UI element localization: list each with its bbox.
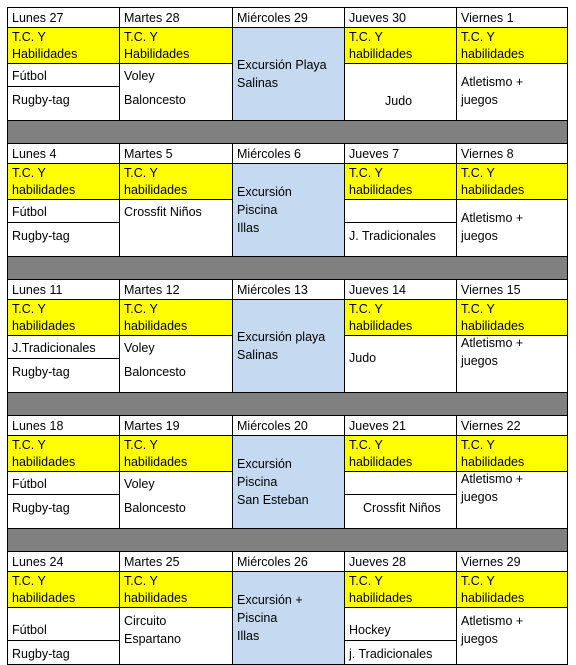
tc-line: T.C. Y [12, 30, 46, 44]
schedule-table [7, 7, 568, 665]
activity-label: Rugby-tag [12, 93, 70, 107]
activity-label: Rugby-tag [12, 647, 70, 661]
activity-label: Atletismo + [461, 472, 524, 486]
day-header: Viernes 15 [457, 280, 567, 300]
day-cell-martes [119, 415, 232, 529]
day-cell-lunes [7, 7, 119, 121]
tc-line: habilidades [349, 183, 413, 197]
excursion-line: Salinas [237, 348, 278, 362]
day-header: Martes 19 [120, 416, 232, 436]
tc-habilidades-cell [457, 28, 567, 64]
day-cell-lunes [7, 279, 119, 393]
day-cell-viernes [456, 415, 568, 529]
activity-cell [457, 200, 567, 256]
day-cell-jueves [344, 7, 456, 121]
tc-habilidades-cell [457, 164, 567, 200]
excursion-line: Piscina [237, 611, 278, 625]
day-cell-miercoles [232, 279, 344, 393]
tc-line: T.C. Y [461, 438, 495, 452]
excursion-line: Excursión + [237, 593, 303, 607]
activity-label: Voley [124, 341, 155, 355]
excursion-line: Piscina [237, 475, 278, 489]
activity-label: Rugby-tag [12, 501, 70, 515]
activity-cell [120, 336, 232, 392]
day-header: Viernes 29 [457, 552, 567, 572]
tc-line: habilidades [461, 591, 525, 605]
tc-line: habilidades [12, 319, 76, 333]
activity-label: juegos [461, 490, 498, 504]
activity-label: juegos [461, 93, 498, 107]
day-header: Miércoles 6 [233, 144, 344, 164]
day-cell-miercoles [232, 7, 344, 121]
tc-line: habilidades [461, 183, 525, 197]
day-cell-viernes [456, 551, 568, 665]
tc-line: habilidades [12, 183, 76, 197]
activity-label: Judo [349, 351, 377, 365]
day-header: Lunes 11 [8, 280, 119, 300]
day-header: Miércoles 29 [233, 8, 344, 28]
tc-line: T.C. Y [124, 302, 158, 316]
activity-cell [120, 472, 232, 528]
tc-line: habilidades [349, 455, 413, 469]
cell-divider [8, 222, 119, 223]
tc-line: T.C. Y [461, 574, 495, 588]
tc-line: Habilidades [124, 47, 190, 61]
tc-line: T.C. Y [349, 438, 383, 452]
activity-cell [345, 200, 456, 256]
day-header: Martes 28 [120, 8, 232, 28]
day-cell-martes [119, 7, 232, 121]
tc-line: habilidades [12, 455, 76, 469]
tc-habilidades-cell [345, 164, 456, 200]
tc-habilidades-cell [345, 436, 456, 472]
day-header: Jueves 14 [345, 280, 456, 300]
day-header: Viernes 1 [457, 8, 567, 28]
excursion-cell [233, 436, 344, 528]
activity-label: Crossfit Niños [363, 501, 441, 515]
day-header: Lunes 24 [8, 552, 119, 572]
activity-cell [345, 472, 456, 528]
day-header: Viernes 8 [457, 144, 567, 164]
activity-cell [8, 200, 119, 256]
tc-line: habilidades [124, 319, 188, 333]
week-block [7, 7, 568, 121]
cell-divider [345, 222, 456, 223]
activity-label: juegos [461, 229, 498, 243]
tc-habilidades-cell [120, 572, 232, 608]
day-header: Martes 25 [120, 552, 232, 572]
tc-line: habilidades [461, 319, 525, 333]
day-cell-miercoles [232, 551, 344, 665]
activity-label: Hockey [349, 623, 391, 637]
excursion-text [237, 328, 325, 364]
week-separator [7, 257, 568, 279]
tc-line: T.C. Y [124, 438, 158, 452]
cell-divider [8, 86, 119, 87]
day-header: Lunes 18 [8, 416, 119, 436]
day-cell-martes [119, 279, 232, 393]
day-cell-lunes [7, 143, 119, 257]
day-cell-jueves [344, 279, 456, 393]
day-header: Martes 5 [120, 144, 232, 164]
excursion-line: Salinas [237, 76, 278, 90]
tc-line: T.C. Y [124, 166, 158, 180]
tc-line: Habilidades [12, 47, 78, 61]
activity-cell [120, 64, 232, 120]
day-header: Viernes 22 [457, 416, 567, 436]
tc-line: T.C. Y [349, 166, 383, 180]
activity-label: Baloncesto [124, 365, 186, 379]
tc-habilidades-cell [120, 436, 232, 472]
day-cell-viernes [456, 279, 568, 393]
activity-cell [120, 608, 232, 664]
activity-label: Voley [124, 69, 155, 83]
tc-line: habilidades [12, 591, 76, 605]
cell-divider [8, 358, 119, 359]
tc-habilidades-cell [8, 300, 119, 336]
tc-habilidades-cell [8, 572, 119, 608]
week-separator [7, 121, 568, 143]
activity-cell [345, 608, 456, 664]
tc-line: T.C. Y [349, 30, 383, 44]
activity-label: Atletismo + [461, 211, 524, 225]
activity-label: Baloncesto [124, 501, 186, 515]
tc-line: habilidades [124, 455, 188, 469]
activity-label: Crossfit Niños [124, 205, 202, 219]
tc-habilidades-cell [8, 436, 119, 472]
excursion-text [237, 183, 292, 237]
day-cell-jueves [344, 143, 456, 257]
activity-label: Atletismo + [461, 614, 524, 628]
excursion-text [237, 56, 327, 92]
tc-habilidades-cell [120, 28, 232, 64]
activity-cell [457, 336, 567, 392]
tc-habilidades-cell [457, 300, 567, 336]
excursion-line: San Esteban [237, 493, 309, 507]
day-cell-jueves [344, 415, 456, 529]
cell-divider [8, 640, 119, 641]
tc-line: T.C. Y [461, 30, 495, 44]
day-cell-viernes [456, 143, 568, 257]
day-cell-jueves [344, 551, 456, 665]
tc-habilidades-cell [345, 300, 456, 336]
tc-line: T.C. Y [124, 574, 158, 588]
tc-habilidades-cell [120, 300, 232, 336]
day-header: Jueves 7 [345, 144, 456, 164]
tc-line: T.C. Y [124, 30, 158, 44]
activity-cell [345, 336, 456, 392]
tc-line: T.C. Y [12, 302, 46, 316]
activity-label: Circuito [124, 614, 167, 628]
day-cell-miercoles [232, 415, 344, 529]
activity-label: Fútbol [12, 69, 47, 83]
excursion-line: Excursión [237, 185, 292, 199]
day-cell-martes [119, 551, 232, 665]
excursion-cell [233, 28, 344, 120]
tc-line: T.C. Y [461, 166, 495, 180]
excursion-line: Piscina [237, 203, 278, 217]
activity-label: Rugby-tag [12, 365, 70, 379]
activity-label: J.Tradicionales [12, 341, 96, 355]
tc-line: T.C. Y [349, 574, 383, 588]
activity-cell [8, 336, 119, 392]
activity-cell [8, 608, 119, 664]
tc-habilidades-cell [345, 28, 456, 64]
tc-line: habilidades [349, 319, 413, 333]
cell-divider [345, 494, 456, 495]
activity-label: Fútbol [12, 205, 47, 219]
excursion-cell [233, 572, 344, 664]
excursion-line: Illas [237, 629, 260, 643]
day-header: Jueves 28 [345, 552, 456, 572]
tc-line: T.C. Y [461, 302, 495, 316]
tc-line: T.C. Y [12, 166, 46, 180]
activity-cell [120, 200, 232, 256]
tc-line: habilidades [349, 591, 413, 605]
tc-line: T.C. Y [12, 438, 46, 452]
tc-line: habilidades [124, 591, 188, 605]
activity-label: Atletismo + [461, 336, 524, 350]
day-cell-lunes [7, 415, 119, 529]
activity-label: Judo [385, 94, 413, 108]
tc-line: habilidades [461, 455, 525, 469]
activity-cell [457, 64, 567, 120]
excursion-cell [233, 164, 344, 256]
excursion-cell [233, 300, 344, 392]
week-block [7, 279, 568, 393]
day-header: Miércoles 13 [233, 280, 344, 300]
tc-line: T.C. Y [349, 302, 383, 316]
tc-line: habilidades [349, 47, 413, 61]
tc-habilidades-cell [8, 164, 119, 200]
day-cell-lunes [7, 551, 119, 665]
tc-habilidades-cell [457, 572, 567, 608]
tc-line: T.C. Y [12, 574, 46, 588]
week-block [7, 551, 568, 665]
activity-cell [457, 608, 567, 664]
activity-cell [8, 472, 119, 528]
week-block [7, 415, 568, 529]
activity-label: juegos [461, 354, 498, 368]
activity-label: Rugby-tag [12, 229, 70, 243]
activity-cell [457, 472, 567, 528]
day-header: Miércoles 20 [233, 416, 344, 436]
activity-cell [8, 64, 119, 120]
day-header: Lunes 4 [8, 144, 119, 164]
cell-divider [8, 494, 119, 495]
activity-label: juegos [461, 632, 498, 646]
tc-habilidades-cell [8, 28, 119, 64]
excursion-line: Excursión [237, 457, 292, 471]
activity-label: J. Tradicionales [349, 229, 436, 243]
day-header: Martes 12 [120, 280, 232, 300]
excursion-line: Illas [237, 221, 260, 235]
tc-line: habilidades [124, 183, 188, 197]
activity-label: Atletismo + [461, 75, 524, 89]
week-separator [7, 529, 568, 551]
day-cell-viernes [456, 7, 568, 121]
tc-habilidades-cell [120, 164, 232, 200]
excursion-text [237, 455, 309, 509]
day-header: Lunes 27 [8, 8, 119, 28]
day-header: Jueves 30 [345, 8, 456, 28]
excursion-text [237, 591, 303, 645]
activity-label: Fútbol [12, 477, 47, 491]
excursion-line: Excursión playa [237, 330, 326, 344]
activity-label: Fútbol [12, 623, 47, 637]
activity-label: Baloncesto [124, 93, 186, 107]
activity-label: Espartano [124, 632, 181, 646]
activity-label: j. Tradicionales [349, 647, 433, 661]
excursion-line: Excursión Playa [237, 58, 327, 72]
day-cell-martes [119, 143, 232, 257]
day-header: Miércoles 26 [233, 552, 344, 572]
tc-habilidades-cell [345, 572, 456, 608]
week-separator [7, 393, 568, 415]
tc-habilidades-cell [457, 436, 567, 472]
tc-line: habilidades [461, 47, 525, 61]
activity-label: Voley [124, 477, 155, 491]
day-cell-miercoles [232, 143, 344, 257]
activity-cell [345, 64, 456, 120]
week-block [7, 143, 568, 257]
cell-divider [345, 640, 456, 641]
day-header: Jueves 21 [345, 416, 456, 436]
